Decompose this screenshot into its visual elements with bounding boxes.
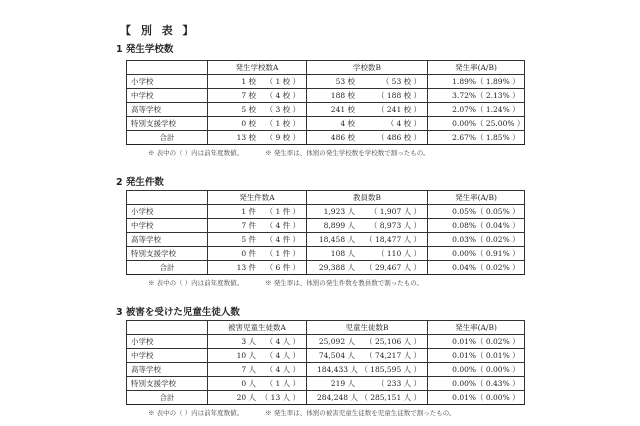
value-rate-prev: （ 0.05% ）: [476, 207, 520, 216]
value-a: 1 件: [241, 207, 256, 216]
row-label: 合計: [127, 261, 208, 275]
value-a: 0 件: [241, 249, 256, 258]
value-b: 4 校: [340, 119, 355, 128]
row-label: 高等学校: [127, 103, 208, 117]
value-rate-prev: （ 0.91% ）: [476, 249, 520, 258]
value-rate: 0.08%: [452, 221, 476, 230]
value-rate: 2.07%: [452, 105, 476, 114]
value-b: 29,388 人: [318, 263, 355, 272]
row-label: 小学校: [127, 205, 208, 219]
value-a-prev: （ 4 人 ）: [265, 337, 300, 346]
header-cell-b: 教員数B: [307, 191, 428, 205]
note-prev-year: ※ 表中の（ ）内は前年度数値。: [148, 409, 244, 417]
value-b: 188 校: [330, 91, 355, 100]
value-a-prev: （ 4 人 ）: [265, 351, 300, 360]
row-label: 高等学校: [127, 363, 208, 377]
value-rate-prev: （ 2.13% ）: [476, 91, 520, 100]
row-label: 中学校: [127, 349, 208, 363]
table-notes-3: [148, 408, 455, 417]
value-rate: 0.00%: [452, 249, 476, 258]
value-rate-prev: （ 0.01% ）: [476, 351, 520, 360]
table-victim-count: [126, 320, 525, 405]
table-notes-1: [148, 148, 429, 157]
value-a-prev: （ 9 校 ）: [265, 133, 300, 142]
value-a: 10 人: [236, 351, 256, 360]
value-rate: 0.00%: [452, 365, 476, 374]
value-b-prev: （ 8,973 人 ）: [369, 221, 421, 230]
value-rate-prev: （ 0.02% ）: [476, 235, 520, 244]
value-rate-prev: （ 25.00% ）: [476, 119, 525, 128]
value-a-prev: （ 1 件 ）: [265, 249, 300, 258]
page-heading: 【 別 表 】: [120, 24, 197, 37]
value-rate-prev: （ 1.89% ）: [476, 77, 520, 86]
value-b: 219 人: [330, 379, 355, 388]
value-a-prev: （ 13 人 ）: [260, 393, 300, 402]
header-cell-empty: [127, 191, 208, 205]
value-a: 7 人: [241, 365, 256, 374]
value-rate: 0.01%: [452, 351, 476, 360]
value-a: 7 校: [241, 91, 256, 100]
value-b: 241 校: [330, 105, 355, 114]
value-b-prev: （ 285,151 人 ）: [360, 393, 421, 402]
note-rate-definition: ※ 発生率は、体罰の発生件数を教員数で割ったもの。: [265, 279, 423, 287]
value-b-prev: （ 188 校 ）: [377, 91, 421, 100]
value-b: 8,899 人: [323, 221, 355, 230]
value-a-prev: （ 3 校 ）: [265, 105, 300, 114]
value-a: 13 件: [236, 263, 256, 272]
header-cell-rate: 発生率(A/B): [428, 61, 525, 75]
section-title-3: 3 被害を受けた児童生徒人数: [116, 307, 240, 318]
value-rate-prev: （ 1.85% ）: [476, 133, 520, 142]
value-a-prev: （ 1 人 ）: [265, 379, 300, 388]
value-b: 25,092 人: [318, 337, 355, 346]
value-b: 184,433 人: [317, 365, 358, 374]
header-cell-rate: 発生率(A/B): [428, 191, 525, 205]
row-label: 中学校: [127, 89, 208, 103]
value-rate: 0.05%: [452, 207, 476, 216]
table-row: [127, 377, 525, 391]
header-cell-empty: [127, 61, 208, 75]
row-label: 特別支援学校: [127, 377, 208, 391]
table-row: [127, 89, 525, 103]
value-a: 1 校: [241, 77, 256, 86]
value-a: 0 人: [241, 379, 256, 388]
value-a-prev: （ 4 件 ）: [265, 221, 300, 230]
value-a-prev: （ 4 校 ）: [265, 91, 300, 100]
table-row: [127, 103, 525, 117]
value-b: 108 人: [330, 249, 355, 258]
table-row: [127, 335, 525, 349]
value-a: 5 校: [241, 105, 256, 114]
table-total-row: [127, 391, 525, 405]
value-rate-prev: （ 0.00% ）: [476, 365, 520, 374]
value-b-prev: （ 18,477 人 ）: [365, 235, 421, 244]
value-rate: 0.01%: [452, 393, 476, 402]
row-label: 特別支援学校: [127, 247, 208, 261]
value-b-prev: （ 4 校 ）: [386, 119, 421, 128]
value-rate-prev: （ 0.02% ）: [476, 263, 520, 272]
table-row: [127, 247, 525, 261]
value-a-prev: （ 4 人 ）: [265, 365, 300, 374]
table-row: [127, 233, 525, 247]
row-label: 合計: [127, 131, 208, 145]
table-header-row: [127, 191, 525, 205]
value-a: 20 人: [236, 393, 256, 402]
table-row: [127, 75, 525, 89]
value-a-prev: （ 6 件 ）: [265, 263, 300, 272]
value-b-prev: （ 110 人 ）: [377, 249, 421, 258]
header-cell-a: 発生件数A: [208, 191, 307, 205]
note-rate-definition: ※ 発生率は、体罰の発生学校数を学校数で割ったもの。: [265, 149, 430, 157]
row-label: 合計: [127, 391, 208, 405]
value-b-prev: （ 233 人 ）: [377, 379, 421, 388]
table-school-count: [126, 60, 525, 145]
value-b: 18,458 人: [318, 235, 355, 244]
value-rate-prev: （ 0.04% ）: [476, 221, 520, 230]
table-notes-2: [148, 278, 423, 287]
table-row: [127, 219, 525, 233]
value-b: 486 校: [330, 133, 355, 142]
value-rate-prev: （ 0.00% ）: [476, 393, 520, 402]
value-a-prev: （ 1 校 ）: [265, 119, 300, 128]
row-label: 中学校: [127, 219, 208, 233]
value-b-prev: （ 74,217 人 ）: [365, 351, 421, 360]
value-a: 13 校: [236, 133, 256, 142]
header-cell-a: 発生学校数A: [208, 61, 307, 75]
value-rate: 1.89%: [452, 77, 476, 86]
row-label: 小学校: [127, 335, 208, 349]
value-b-prev: （ 185,595 人 ）: [360, 365, 421, 374]
table-row: [127, 363, 525, 377]
value-b: 53 校: [335, 77, 355, 86]
value-rate: 0.04%: [452, 263, 476, 272]
value-rate: 0.03%: [452, 235, 476, 244]
value-b-prev: （ 1,907 人 ）: [369, 207, 421, 216]
value-a: 3 人: [241, 337, 256, 346]
section-title-1: 1 発生学校数: [116, 44, 174, 55]
value-b: 74,504 人: [318, 351, 355, 360]
value-a: 0 校: [241, 119, 256, 128]
value-rate-prev: （ 1.24% ）: [476, 105, 520, 114]
value-rate: 0.00%: [452, 119, 476, 128]
note-prev-year: ※ 表中の（ ）内は前年度数値。: [148, 279, 244, 287]
value-rate: 0.01%: [452, 337, 476, 346]
header-cell-b: 児童生徒数B: [307, 321, 428, 335]
value-a-prev: （ 1 校 ）: [265, 77, 300, 86]
table-row: [127, 117, 525, 131]
value-b: 284,248 人: [317, 393, 358, 402]
row-label: 高等学校: [127, 233, 208, 247]
section-title-2: 2 発生件数: [116, 177, 164, 188]
value-a-prev: （ 4 件 ）: [265, 235, 300, 244]
header-cell-rate: 発生率(A/B): [428, 321, 525, 335]
table-row: [127, 205, 525, 219]
table-total-row: [127, 261, 525, 275]
note-prev-year: ※ 表中の（ ）内は前年度数値。: [148, 149, 244, 157]
value-rate-prev: （ 0.02% ）: [476, 337, 520, 346]
table-total-row: [127, 131, 525, 145]
table-header-row: [127, 61, 525, 75]
table-header-row: [127, 321, 525, 335]
header-cell-a: 被害児童生徒数A: [208, 321, 307, 335]
value-a-prev: （ 1 件 ）: [265, 207, 300, 216]
value-b-prev: （ 29,467 人 ）: [365, 263, 421, 272]
table-incident-count: [126, 190, 525, 275]
value-b-prev: （ 486 校 ）: [377, 133, 421, 142]
header-cell-empty: [127, 321, 208, 335]
value-b: 1,923 人: [323, 207, 355, 216]
header-cell-b: 学校数B: [307, 61, 428, 75]
row-label: 特別支援学校: [127, 117, 208, 131]
value-a: 5 件: [241, 235, 256, 244]
row-label: 小学校: [127, 75, 208, 89]
value-a: 7 件: [241, 221, 256, 230]
table-row: [127, 349, 525, 363]
value-rate: 2.67%: [452, 133, 476, 142]
value-b-prev: （ 53 校 ）: [381, 77, 421, 86]
value-b-prev: （ 241 校 ）: [377, 105, 421, 114]
note-rate-definition: ※ 発生率は、体罰の被害児童生徒数を児童生徒数で割ったもの。: [265, 409, 456, 417]
value-rate: 3.72%: [452, 91, 476, 100]
value-rate-prev: （ 0.43% ）: [476, 379, 520, 388]
value-rate: 0.00%: [452, 379, 476, 388]
value-b-prev: （ 25,106 人 ）: [365, 337, 421, 346]
